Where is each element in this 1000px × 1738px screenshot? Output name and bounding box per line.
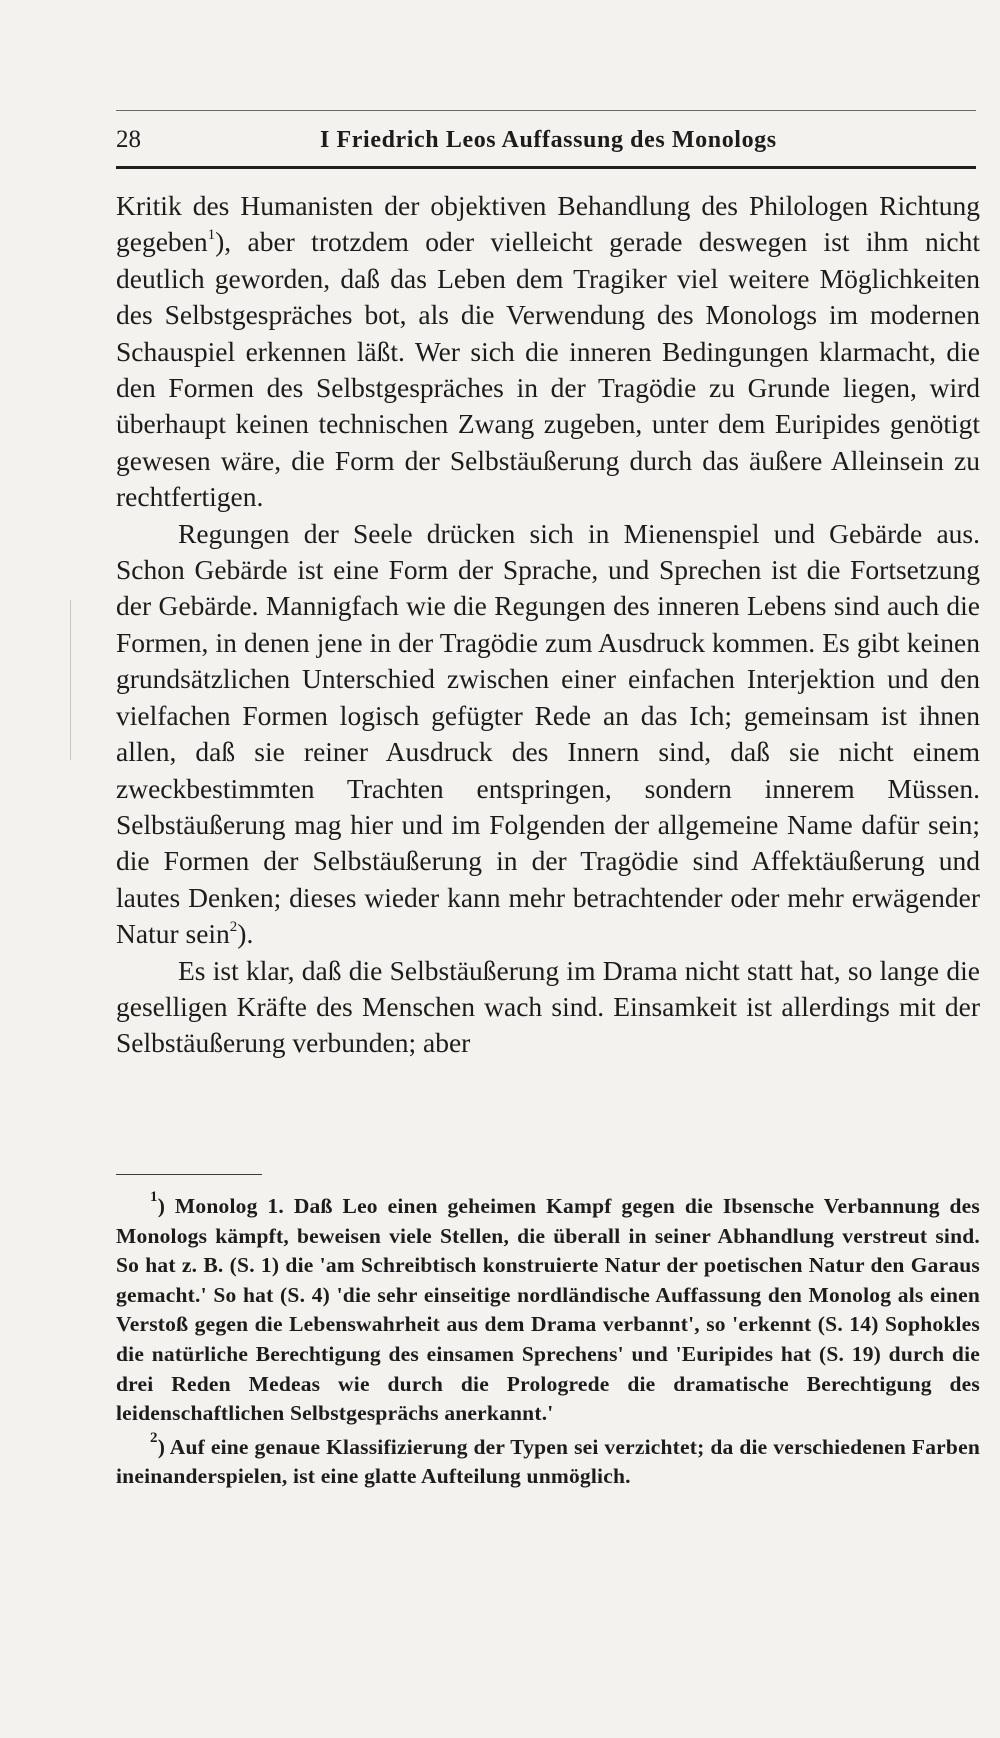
main-text xyxy=(116,188,980,1062)
margin-pencil-mark xyxy=(70,600,71,760)
paragraph-2-text: Regungen der Seele drücken sich in Mienenspiel und Gebärde aus. Schon Gebärde ist eine Form der Sprache, und Sprechen ist die Fortsetzung der Gebärde. Mannigfach wie die Regungen des inneren Lebens sind auch die Formen, in denen jene in der Tragödie zum Ausdruck kommen. Es gibt keinen grundsätzlichen Unterschied zwischen einer einfachen Interjektion und den vielfachen Formen logisch gefügter Rede an das Ich; gemeinsam ist ihnen allen, daß sie reiner Ausdruck des Innern sind, daß sie nicht einem zweckbestimmten Trachten entspringen, sondern innerem Müssen. Selbstäußerung mag hier und im Folgenden der allgemeine Name dafür sein; die Formen der Selbstäußerung in der Tragödie sind Affektäußerung und lautes Denken; dieses wieder kann mehr betrachtender oder mehr erwägender Natur sein xyxy=(116,517,980,950)
paragraph-2-rest: ). xyxy=(237,918,254,950)
top-rule xyxy=(116,110,976,111)
running-header xyxy=(116,124,976,158)
paragraph-1-text: Kritik des Humanisten der objektiven Behandlung des Philologen Richtung gegeben xyxy=(116,190,980,258)
footnote-1-mark: 1 xyxy=(150,1189,158,1205)
paragraph-2 xyxy=(116,516,980,953)
footnote-2 xyxy=(116,1429,980,1492)
footnote-1-text: ) Monolog 1. Daß Leo einen geheimen Kampf gegen die Ibsensche Verbannung des Monologs kämpft, beweisen viele Stellen, die überall in seiner Abhandlung verstreut sind. So hat z. B. (S. 1) die 'am Schreibtisch konstruierte Natur der poetischen Natur den Garaus gemacht.' So hat (S. 4) 'die sehr einseitige nordländische Auffassung den Monolog als einen Verstoß gegen die Lebenswahrheit aus dem Drama verbannt', so 'erkennt (S. 14) Sophokles die natürliche Berechtigung des einsamen Sprechens' und 'Euripides hat (S. 19) durch die drei Reden Medeas wie durch die Prologrede die dramatische Berechtigung des leidenschaftlichen Selbstgesprächs anerkannt.' xyxy=(116,1194,980,1426)
footnote-ref-2: 2 xyxy=(229,919,238,936)
footnote-rule xyxy=(116,1174,262,1175)
paragraph-1-rest: ), aber trotzdem oder vielleicht gerade deswegen ist ihm nicht deutlich geworden, daß das Leben dem Tragiker viel weitere Möglichkeiten des Selbstgespräches bot, als die Verwendung des Monologs im modernen Schauspiel erkennen läßt. Wer sich die inneren Bedingungen klarmacht, die den Formen des Selbstgespräches in der Tragödie zu Grunde liegen, wird überhaupt keinen technischen Zwang zugeben, unter dem Euripides genötigt gewesen wäre, die Form der Selbstäußerung durch das äußere Alleinsein zu rechtfertigen. xyxy=(116,226,980,513)
page-number: 28 xyxy=(116,126,141,153)
footnote-1 xyxy=(116,1189,980,1429)
footnote-ref-1: 1 xyxy=(207,227,216,244)
paragraph-3: Es ist klar, daß die Selbstäußerung im Drama nicht statt hat, so lange die geselligen Kräfte des Menschen wach sind. Einsamkeit ist allerdings mit der Selbstäußerung verbunden; aber xyxy=(116,954,980,1059)
running-title: I Friedrich Leos Auffassung des Monologs xyxy=(320,127,777,153)
paragraph-1 xyxy=(116,188,980,516)
footnote-2-text: ) Auf eine genaue Klassifizierung der Typen sei verzichtet; da die verschiedenen Farben ineinanderspielen, ist eine glatte Aufteilung unmöglich. xyxy=(116,1434,980,1489)
footnote-2-mark: 2 xyxy=(150,1429,158,1446)
footnotes xyxy=(116,1189,980,1496)
header-rule xyxy=(116,166,976,169)
